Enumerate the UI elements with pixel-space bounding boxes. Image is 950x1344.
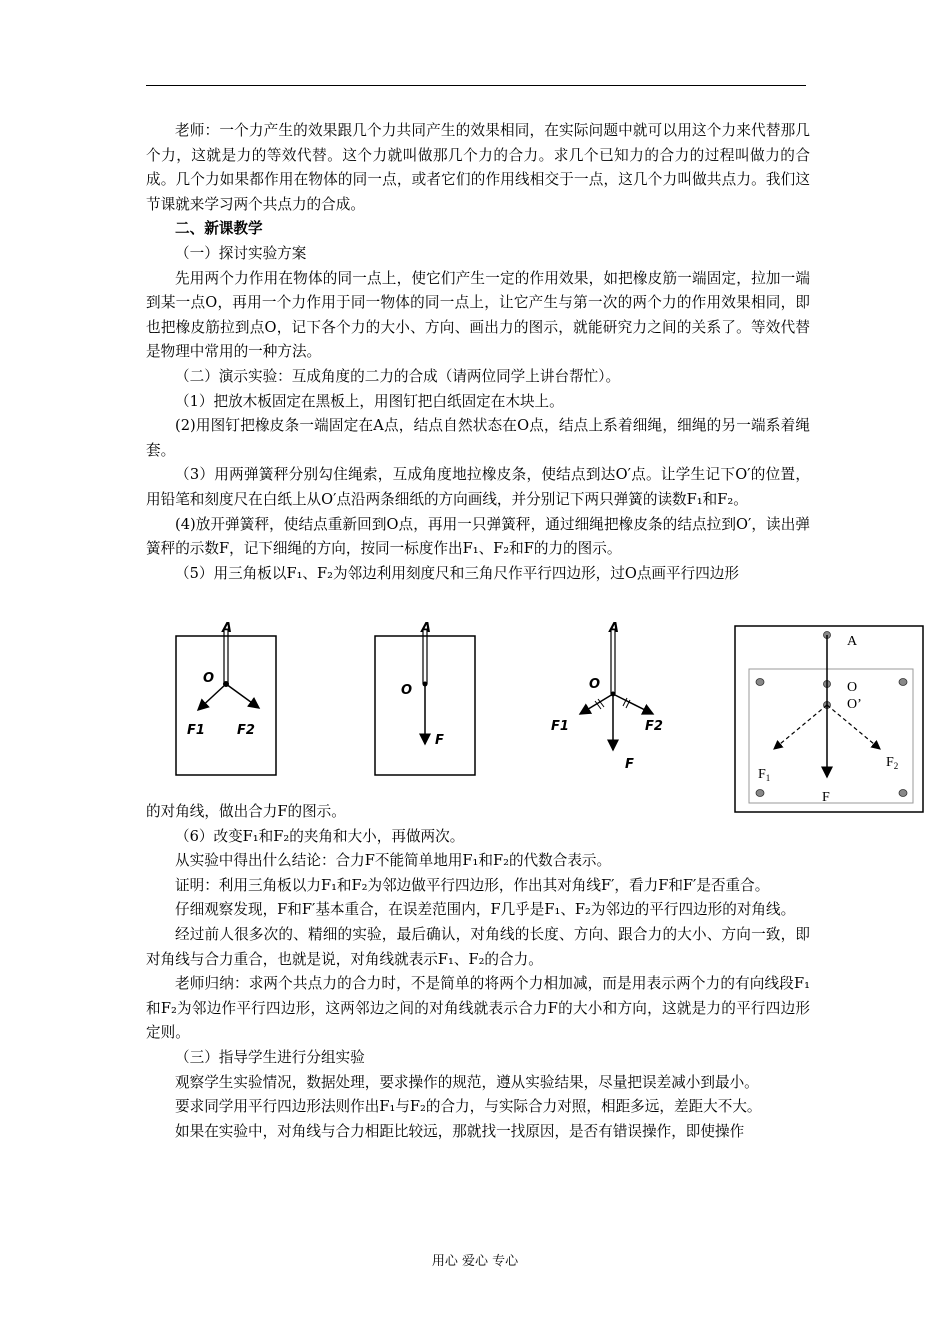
- header-rule: [146, 85, 806, 86]
- step-item: (2)用图钉把橡皮条一端固定在A点，结点自然状态在O点，结点上系着细绳，细绳的另一端系着绳套。: [146, 417, 810, 459]
- label-f1-subscript: 1: [765, 773, 771, 783]
- paragraph: 仔细观察发现，F和F′基本重合，在误差范围内，F几乎是F₁、F₂为邻边的平行四边形的对角线。: [175, 901, 796, 919]
- label-f1: F1: [187, 723, 205, 738]
- label-a: A: [222, 621, 233, 636]
- paragraph: 的对角线，做出合力F的图示。: [146, 803, 346, 820]
- label-f2: F2: [645, 719, 663, 734]
- body-text-bottom: [146, 800, 810, 1144]
- figure-two-forces: [175, 618, 280, 778]
- paragraph: 证明：利用三角板以力F₁和F₂为邻边做平行四边形，作出其对角线F′，看力F和F′是否重合。: [175, 876, 770, 894]
- label-f1-letter: F: [758, 767, 766, 782]
- step-item: （5）用三角板以F₁、F₂为邻边利用刻度尺和三角尺作平行四边形，过O点画平行四边形: [175, 564, 739, 582]
- label-f2-subscript: 2: [893, 761, 899, 771]
- label-o: O: [589, 677, 601, 692]
- label-f2-letter: F: [886, 755, 894, 770]
- subheading: （三）指导学生进行分组实验: [175, 1048, 365, 1066]
- section-heading: 二、新课教学: [175, 220, 263, 238]
- label-a: A: [421, 621, 432, 636]
- subheading: （一）探讨实验方案: [175, 244, 307, 262]
- label-a: A: [609, 621, 620, 636]
- label-o: O: [203, 671, 215, 686]
- figure-board: [734, 625, 926, 815]
- figure-single-force: [373, 618, 478, 778]
- step-item: （3）用两弹簧秤分别勾住绳索，互成角度地拉橡皮条，使结点到达O′点。让学生记下O′的位置，用铅笔和刻度尺在白纸上从O′点沿两条细纸的方向画线，并分别记下两只弹簧的读数F₁和F₂。: [146, 466, 810, 508]
- step-item: (4)放开弹簧秤，使结点重新回到O点，再用一只弹簧秤，通过细绳把橡皮条的结点拉到O′，读出弹簧秤的示数F，记下细绳的方向，按同一标度作出F₁、F₂和F的力的图示。: [146, 515, 810, 558]
- page-footer: 用心 爱心 专心: [431, 1254, 519, 1269]
- label-f: F: [435, 733, 444, 748]
- step-item: （6）改变F₁和F₂的夹角和大小，再做两次。: [175, 827, 465, 845]
- paragraph: 老师：一个力产生的效果跟几个力共同产生的效果相同，在实际问题中就可以用这个力来代替那几个力，这就是力的等效代替。这个力就叫做那几个力的合力。求几个已知力的合力的过程叫做力的合成。几个力如果都作用在物体的同一点，或者它们的作用线相交于一点，这几个力叫做共点力。我们这节课就来学习两个共点力的合成。: [146, 122, 810, 213]
- label-f1: F1: [551, 719, 569, 734]
- subheading: （二）演示实验：互成角度的二力的合成（请两位同学上讲台帮忙）。: [175, 367, 621, 385]
- label-o-prime: O’: [847, 697, 862, 712]
- label-a: A: [847, 634, 858, 649]
- label-f2: F2: [237, 723, 255, 738]
- step-item: （1）把放木板固定在黑板上，用图钉把白纸固定在木块上。: [175, 392, 564, 410]
- paragraph: 观察学生实验情况，数据处理，要求操作的规范，遵从实验结果，尽量把误差减小到最小。: [175, 1073, 759, 1091]
- paragraph: 从实验中得出什么结论：合力F不能简单地用F₁和F₂的代数合表示。: [175, 852, 612, 870]
- paragraph: 如果在实验中，对角线与合力相距比较远，那就找一找原因，是否有错误操作，即使操作: [175, 1122, 745, 1140]
- label-o: O: [401, 683, 413, 698]
- body-text-top: [146, 119, 810, 586]
- label-f: F: [625, 757, 634, 772]
- label-f: F: [822, 790, 830, 805]
- paragraph: 老师归纳：求两个共点力的合力时，不是简单的将两个力相加减，而是用表示两个力的有向线段F₁和F₂为邻边作平行四边形，这两邻边之间的对角线就表示合力F的大小和方向，这就是力的平行四边形定则。: [146, 975, 810, 1042]
- paragraph: 要求同学用平行四边形法则作出F₁与F₂的合力，与实际合力对照，相距多远，差距大不大。: [175, 1098, 762, 1116]
- figure-combined-forces: [545, 618, 675, 778]
- label-o: O: [847, 680, 858, 695]
- paragraph: 经过前人很多次的、精细的实验，最后确认，对角线的长度、方向、跟合力的大小、方向一致，即对角线与合力重合，也就是说，对角线就表示F₁、F₂的合力。: [146, 925, 810, 968]
- paragraph: 先用两个力作用在物体的同一点上，使它们产生一定的作用效果，如把橡皮筋一端固定，拉加一端到某一点O，再用一个力作用于同一物体的同一点上，让它产生与第一次的两个力的作用效果相同，即也把橡皮筋拉到点O，记下各个力的大小、方向、画出力的图示，就能研究力之间的关系了。等效代替是物理中常用的一种方法。: [146, 269, 810, 361]
